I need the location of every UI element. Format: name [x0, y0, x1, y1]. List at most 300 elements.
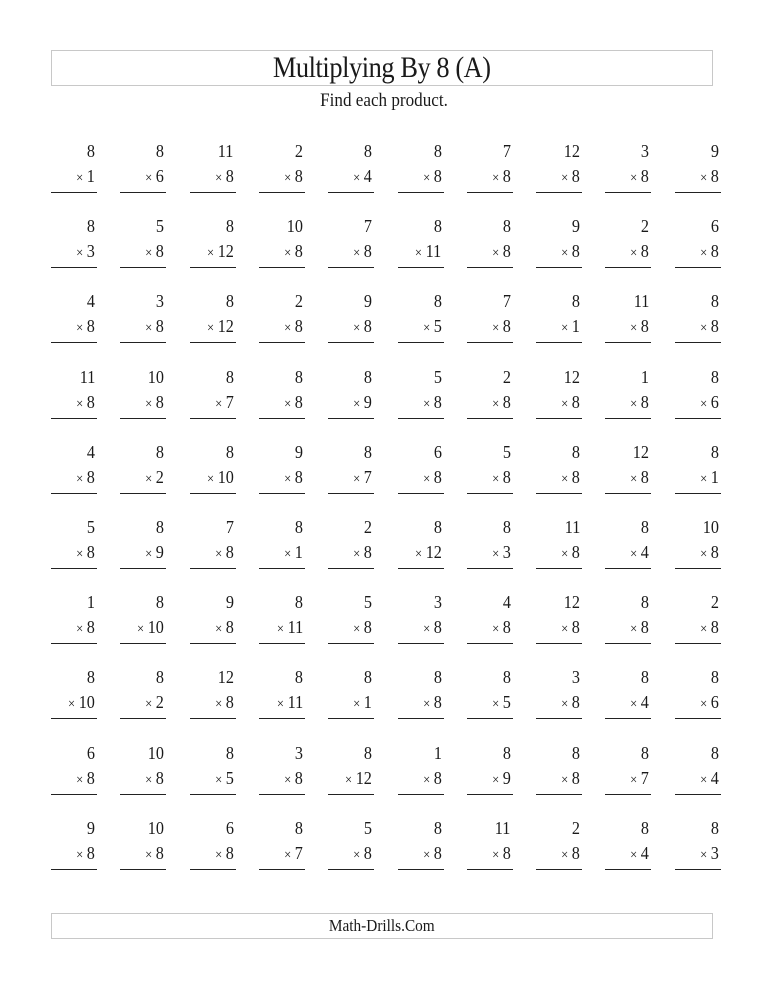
multiplier: 8: [156, 316, 165, 337]
multiplicand: 9: [86, 817, 95, 838]
times-icon: ×: [353, 622, 361, 638]
multiplier-line: [353, 391, 372, 416]
multiplicand: 12: [217, 667, 234, 688]
answer-line: [467, 192, 513, 193]
answer-line: [259, 342, 305, 343]
multiplier: 6: [156, 166, 165, 186]
times-icon: ×: [630, 171, 638, 186]
footer-text: Math-Drills.Com: [329, 916, 435, 935]
multiplication-problem: [675, 591, 721, 649]
multiplier-line: [284, 165, 303, 190]
multiplier: 8: [156, 241, 165, 262]
answer-line: [675, 568, 721, 569]
multiplication-problem: [190, 817, 236, 875]
multiplier-line: [353, 691, 372, 716]
multiplier: 8: [710, 542, 719, 562]
multiplication-problem: [120, 817, 166, 875]
multiplication-problem: [328, 516, 374, 574]
times-icon: ×: [422, 171, 430, 186]
times-icon: ×: [145, 772, 153, 788]
multiplier: 4: [364, 166, 373, 186]
multiplication-problem: [51, 140, 97, 198]
times-icon: ×: [284, 246, 292, 262]
multiplier-line: [284, 315, 303, 340]
multiplicand: 6: [86, 742, 95, 763]
multiplicand: 10: [702, 517, 719, 537]
answer-line: [120, 869, 166, 870]
multiplier: 3: [710, 842, 719, 863]
multiplication-problem: [259, 215, 305, 273]
multiplicand: 8: [571, 441, 581, 462]
multiplier: 8: [571, 692, 581, 713]
multiplication-problem: [536, 591, 582, 649]
multiplier: 9: [156, 542, 165, 562]
multiplier: 8: [571, 466, 581, 487]
multiplication-problem: [675, 140, 721, 198]
multiplication-problem: [467, 742, 513, 800]
times-icon: ×: [276, 622, 284, 638]
times-icon: ×: [491, 547, 500, 562]
multiplier: 1: [294, 542, 303, 562]
multiplier-line: [492, 541, 511, 566]
multiplier: 8: [433, 466, 442, 487]
times-icon: ×: [561, 471, 569, 487]
times-icon: ×: [214, 547, 222, 562]
multiplier-line: [76, 315, 95, 340]
multiplier: 8: [156, 767, 165, 788]
multiplication-problem: [51, 666, 97, 724]
multiplier-line: [76, 165, 95, 190]
multiplicand: 8: [641, 817, 650, 838]
multiplicand: 4: [502, 592, 511, 613]
multiplier-line: [423, 315, 442, 340]
multiplier: 3: [86, 241, 95, 262]
multiplier-line: [423, 767, 442, 792]
times-icon: ×: [145, 847, 153, 863]
times-icon: ×: [630, 547, 638, 562]
problem-row: [51, 516, 719, 576]
multiplier: 8: [641, 466, 650, 487]
multiplier: 6: [710, 391, 719, 412]
answer-line: [467, 493, 513, 494]
multiplier: 8: [86, 316, 95, 337]
times-icon: ×: [284, 396, 292, 412]
answer-line: [51, 718, 97, 719]
answer-line: [398, 342, 444, 343]
multiplication-problem: [605, 666, 651, 724]
multiplicand: 8: [156, 441, 165, 462]
times-icon: ×: [145, 171, 153, 186]
multiplicand: 3: [294, 742, 303, 763]
times-icon: ×: [491, 697, 500, 713]
multiplier-line: [492, 691, 511, 716]
multiplier-line: [631, 240, 650, 265]
multiplier: 11: [287, 617, 303, 638]
multiplier-line: [492, 240, 511, 265]
times-icon: ×: [206, 471, 214, 487]
multiplier: 8: [364, 842, 373, 863]
page-title: Multiplying By 8 (A): [273, 51, 491, 84]
multiplier: 8: [502, 166, 511, 186]
multiplication-problem: [120, 441, 166, 499]
multiplicand: 5: [433, 366, 442, 387]
multiplier: 1: [86, 166, 95, 186]
multiplier-line: [215, 842, 234, 867]
times-icon: ×: [76, 246, 84, 262]
multiplier: 12: [217, 316, 234, 337]
times-icon: ×: [630, 471, 638, 487]
multiplier-line: [561, 240, 580, 265]
multiplier: 11: [425, 241, 442, 262]
multiplier-line: [284, 842, 303, 867]
answer-line: [605, 493, 651, 494]
multiplier: 8: [433, 692, 442, 713]
multiplicand: 8: [294, 366, 303, 387]
answer-line: [467, 418, 513, 419]
answer-line: [536, 794, 582, 795]
answer-line: [190, 493, 236, 494]
answer-line: [605, 568, 651, 569]
times-icon: ×: [561, 321, 569, 337]
multiplier-line: [76, 767, 95, 792]
multiplicand: 6: [433, 441, 442, 462]
multiplication-problem: [259, 441, 305, 499]
times-icon: ×: [284, 547, 292, 562]
times-icon: ×: [699, 622, 707, 638]
times-icon: ×: [422, 321, 430, 337]
answer-line: [398, 568, 444, 569]
answer-line: [51, 418, 97, 419]
times-icon: ×: [214, 772, 222, 788]
times-icon: ×: [699, 471, 707, 487]
times-icon: ×: [561, 847, 569, 863]
multiplicand: 3: [433, 592, 442, 613]
multiplier: 2: [156, 692, 165, 713]
times-icon: ×: [284, 847, 292, 863]
multiplication-problem: [675, 666, 721, 724]
answer-line: [51, 869, 97, 870]
multiplier: 8: [225, 692, 234, 713]
answer-line: [398, 643, 444, 644]
times-icon: ×: [422, 622, 430, 638]
multiplier-line: [492, 391, 511, 416]
multiplier: 8: [86, 842, 95, 863]
multiplicand: 8: [433, 817, 442, 838]
answer-line: [675, 869, 721, 870]
answer-line: [536, 718, 582, 719]
multiplication-problem: [328, 441, 374, 499]
answer-line: [675, 643, 721, 644]
multiplicand: 4: [86, 291, 95, 312]
multiplier-line: [631, 616, 650, 641]
multiplier-line: [284, 466, 303, 491]
multiplier: 8: [641, 316, 650, 337]
times-icon: ×: [699, 847, 707, 863]
multiplier: 5: [433, 316, 442, 337]
multiplier-line: [423, 842, 442, 867]
multiplier-line: [353, 165, 372, 190]
multiplicand: 12: [563, 141, 581, 161]
multiplication-problem: [536, 366, 582, 424]
multiplication-problem: [259, 290, 305, 348]
multiplier: 8: [294, 166, 303, 186]
multiplier: 8: [294, 466, 303, 487]
answer-line: [328, 718, 374, 719]
answer-line: [536, 267, 582, 268]
multiplicand: 12: [633, 441, 650, 462]
multiplication-problem: [51, 215, 97, 273]
answer-line: [398, 192, 444, 193]
multiplier-line: [145, 240, 164, 265]
answer-line: [259, 568, 305, 569]
answer-line: [190, 643, 236, 644]
multiplication-problem: [120, 366, 166, 424]
times-icon: ×: [491, 847, 500, 863]
multiplier: 8: [433, 391, 442, 412]
multiplier: 8: [225, 166, 234, 186]
multiplier: 8: [86, 391, 95, 412]
multiplicand: 11: [633, 291, 650, 312]
times-icon: ×: [630, 622, 638, 638]
multiplicand: 8: [364, 441, 373, 462]
answer-line: [536, 869, 582, 870]
times-icon: ×: [145, 697, 153, 713]
multiplicand: 8: [86, 216, 95, 237]
multiplier: 9: [502, 767, 511, 788]
multiplier-line: [145, 391, 164, 416]
multiplier: 8: [86, 466, 95, 487]
multiplier-line: [353, 466, 372, 491]
multiplier: 7: [294, 842, 303, 863]
multiplier-line: [561, 315, 580, 340]
answer-line: [190, 267, 236, 268]
problem-row: [51, 742, 719, 802]
multiplicand: 8: [710, 667, 719, 688]
answer-line: [605, 342, 651, 343]
multiplier-line: [76, 541, 95, 566]
multiplication-problem: [467, 441, 513, 499]
times-icon: ×: [491, 471, 500, 487]
multiplicand: 8: [294, 592, 303, 613]
multiplier: 8: [710, 166, 719, 186]
multiplication-problem: [398, 215, 444, 273]
answer-line: [467, 869, 513, 870]
multiplicand: 8: [225, 216, 234, 237]
answer-line: [120, 794, 166, 795]
multiplier-line: [145, 767, 164, 792]
multiplier-line: [277, 691, 303, 716]
multiplication-problem: [259, 666, 305, 724]
answer-line: [536, 342, 582, 343]
answer-line: [467, 342, 513, 343]
multiplier: 4: [641, 692, 650, 713]
times-icon: ×: [353, 246, 361, 262]
answer-line: [675, 192, 721, 193]
multiplication-problem: [467, 666, 513, 724]
answer-line: [120, 568, 166, 569]
multiplier-line: [492, 842, 511, 867]
times-icon: ×: [630, 396, 638, 412]
multiplier-line: [423, 466, 442, 491]
answer-line: [120, 643, 166, 644]
multiplier-line: [561, 691, 580, 716]
multiplier-line: [76, 466, 95, 491]
multiplication-problem: [259, 817, 305, 875]
times-icon: ×: [214, 622, 222, 638]
multiplicand: 3: [641, 141, 650, 161]
multiplicand: 8: [86, 667, 95, 688]
multiplier: 8: [571, 391, 581, 412]
multiplicand: 8: [502, 216, 511, 237]
answer-line: [259, 718, 305, 719]
multiplication-problem: [398, 742, 444, 800]
multiplier-line: [137, 616, 164, 641]
times-icon: ×: [214, 847, 222, 863]
answer-line: [328, 568, 374, 569]
problem-row: [51, 441, 719, 501]
multiplicand: 1: [641, 366, 650, 387]
multiplication-problem: [605, 516, 651, 574]
multiplier: 8: [364, 316, 373, 337]
times-icon: ×: [630, 847, 638, 863]
multiplication-problem: [120, 666, 166, 724]
multiplication-problem: [398, 817, 444, 875]
problem-row: [51, 817, 719, 877]
answer-line: [190, 568, 236, 569]
multiplicand: 2: [641, 216, 650, 237]
multiplier: 8: [294, 391, 303, 412]
multiplicand: 5: [156, 216, 165, 237]
answer-line: [398, 493, 444, 494]
multiplier: 12: [355, 767, 373, 788]
multiplier: 8: [641, 166, 650, 186]
times-icon: ×: [68, 697, 76, 713]
multiplicand: 8: [502, 667, 511, 688]
times-icon: ×: [345, 772, 353, 788]
multiplicand: 8: [225, 742, 234, 763]
times-icon: ×: [561, 171, 569, 186]
answer-line: [259, 192, 305, 193]
answer-line: [51, 568, 97, 569]
answer-line: [398, 718, 444, 719]
multiplier-line: [145, 165, 164, 190]
times-icon: ×: [699, 697, 707, 713]
problem-row: [51, 140, 719, 200]
multiplier: 8: [641, 391, 650, 412]
multiplication-problem: [51, 742, 97, 800]
multiplication-problem: [536, 215, 582, 273]
answer-line: [120, 192, 166, 193]
times-icon: ×: [76, 547, 84, 562]
multiplicand: 2: [294, 291, 303, 312]
multiplier-line: [700, 391, 719, 416]
multiplication-problem: [536, 742, 582, 800]
multiplication-problem: [675, 366, 721, 424]
times-icon: ×: [353, 321, 361, 337]
answer-line: [190, 869, 236, 870]
multiplication-problem: [190, 516, 236, 574]
times-icon: ×: [561, 246, 569, 262]
multiplier: 8: [433, 842, 442, 863]
multiplication-problem: [605, 140, 651, 198]
answer-line: [259, 643, 305, 644]
multiplier: 10: [217, 466, 234, 487]
multiplicand: 6: [225, 817, 234, 838]
multiplicand: 8: [710, 742, 719, 763]
times-icon: ×: [76, 847, 84, 863]
multiplier-line: [561, 391, 580, 416]
answer-line: [398, 418, 444, 419]
answer-line: [51, 643, 97, 644]
multiplication-problem: [328, 140, 374, 198]
multiplier: 8: [641, 241, 650, 262]
answer-line: [536, 643, 582, 644]
multiplicand: 8: [710, 817, 719, 838]
multiplier-line: [631, 842, 650, 867]
answer-line: [190, 342, 236, 343]
answer-line: [605, 418, 651, 419]
multiplier: 8: [364, 241, 373, 262]
multiplier-line: [353, 541, 372, 566]
multiplication-problem: [675, 516, 721, 574]
multiplication-problem: [120, 140, 166, 198]
multiplication-problem: [120, 516, 166, 574]
multiplicand: 6: [710, 216, 719, 237]
multiplicand: 3: [571, 667, 581, 688]
times-icon: ×: [284, 171, 292, 186]
multiplier: 7: [364, 466, 373, 487]
multiplier: 6: [710, 692, 719, 713]
multiplier-line: [76, 240, 95, 265]
multiplicand: 8: [294, 817, 303, 838]
multiplication-problem: [190, 215, 236, 273]
times-icon: ×: [491, 246, 500, 262]
multiplicand: 12: [563, 592, 581, 613]
answer-line: [120, 493, 166, 494]
multiplication-problem: [398, 666, 444, 724]
multiplicand: 8: [156, 517, 165, 537]
multiplier: 4: [641, 842, 650, 863]
multiplier-line: [700, 842, 719, 867]
answer-line: [605, 267, 651, 268]
multiplication-problem: [190, 290, 236, 348]
multiplicand: 7: [502, 141, 511, 161]
answer-line: [51, 267, 97, 268]
answer-line: [536, 493, 582, 494]
answer-line: [467, 643, 513, 644]
answer-line: [328, 267, 374, 268]
multiplier: 8: [571, 166, 581, 186]
multiplier: 8: [571, 767, 581, 788]
multiplier-line: [76, 391, 95, 416]
multiplicand: 9: [364, 291, 373, 312]
multiplier: 10: [148, 617, 165, 638]
answer-line: [675, 718, 721, 719]
times-icon: ×: [353, 471, 361, 487]
answer-line: [190, 192, 236, 193]
times-icon: ×: [422, 396, 430, 412]
times-icon: ×: [491, 171, 500, 186]
multiplier: 8: [571, 842, 581, 863]
times-icon: ×: [491, 622, 500, 638]
times-icon: ×: [561, 697, 569, 713]
multiplication-problem: [605, 441, 651, 499]
multiplication-problem: [259, 591, 305, 649]
times-icon: ×: [353, 847, 361, 863]
multiplier-line: [215, 391, 234, 416]
multiplier-line: [415, 240, 441, 265]
times-icon: ×: [276, 697, 284, 713]
